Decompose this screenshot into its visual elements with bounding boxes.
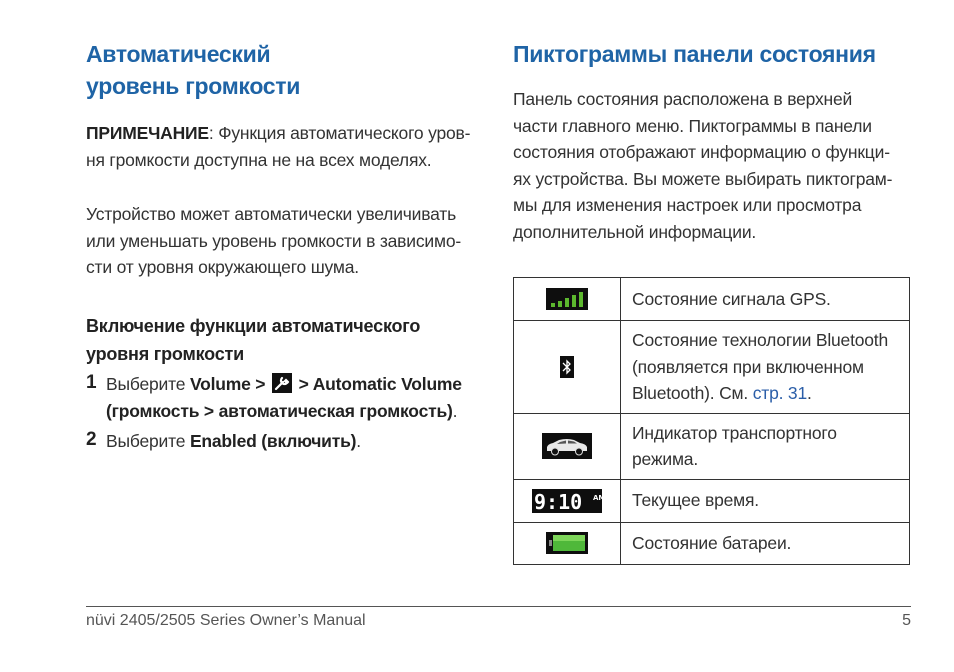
step-number: 2 [86,429,97,450]
step-menu-volume: Volume > [189,374,266,394]
icon-description: режима. [632,449,698,469]
icon-description: Состояние технологии Bluetooth [632,330,888,350]
step-suffix: . [452,400,458,421]
clock-icon [514,479,621,522]
icon-description: Bluetooth). См. [632,383,753,403]
clock-time: 9:10 [534,489,583,514]
table-row [514,278,910,321]
icon-description: (появляется при включенном [632,356,864,377]
left-title-line: уровень громкости [86,73,301,99]
car-icon [514,413,621,479]
icon-description: Индикатор транспортного [632,422,837,443]
table-row [514,413,910,479]
step-prefix: Выберите [106,374,190,394]
footer-page-number: 5 [902,612,911,629]
step-number: 1 [86,372,97,393]
note-text: ня громкости доступна не на всех моделях. [86,149,432,170]
paragraph-line: Устройство может автоматически увеличивать [86,204,457,224]
clock-am: AM [593,493,606,502]
paragraph-line: ях устройства. Вы можете выбирать пиктограм- [513,168,893,189]
subheading-line: Включение функции автоматического [86,316,421,336]
subheading-line: уровня громкости [86,344,244,364]
left-title [86,38,300,102]
note-text: : Функция автоматического уров- [208,123,471,143]
right-title: Пиктограммы панели состояния [513,41,876,67]
step-menu-translation: (громкость > автоматическая громкость) [106,400,453,421]
wrench-icon [272,373,292,393]
paragraph-line: состояния отображают информацию о функци- [513,142,890,162]
footer-manual-title: nüvi 2405/2505 Series Owner’s Manual [86,612,366,629]
left-title-line: Автоматический [86,41,271,67]
paragraph-line: дополнительной информации. [513,221,757,242]
subheading [86,312,420,368]
footer-divider [86,606,911,607]
step-menu-enabled: Enabled (включить) [189,431,357,451]
bluetooth-icon [514,321,621,414]
battery-icon [514,522,621,564]
step-prefix: Выберите [106,431,190,451]
note-paragraph [86,120,470,173]
paragraph-line: части главного меню. Пиктограммы в панели [513,115,872,136]
icon-description: Текущее время. [632,490,759,511]
step-menu-automatic-volume: > Automatic Volume [294,374,462,394]
paragraph-line: Панель состояния расположена в верхней [513,89,853,109]
page-link[interactable]: стр. 31 [752,383,807,403]
status-icons-table [513,277,910,565]
status-bar-paragraph [513,86,892,245]
gps-signal-icon [514,278,621,321]
icon-description: Состояние батареи. [632,532,792,553]
table-row [514,479,910,522]
auto-volume-paragraph [86,201,461,281]
note-label: ПРИМЕЧАНИЕ [86,123,209,143]
paragraph-line: мы для изменения настроек или просмотра [513,195,862,215]
paragraph-line: сти от уровня окружающего шума. [86,257,359,277]
table-row: Состояние технологии Bluetooth (появляется при включенном Bluetooth). См. стр. 31. [514,321,910,414]
paragraph-line: или уменьшать уровень громкости в зависимо- [86,230,461,251]
step-suffix: . [356,431,361,451]
icon-description: Состояние сигнала GPS. [632,288,831,309]
table-row [514,522,910,564]
